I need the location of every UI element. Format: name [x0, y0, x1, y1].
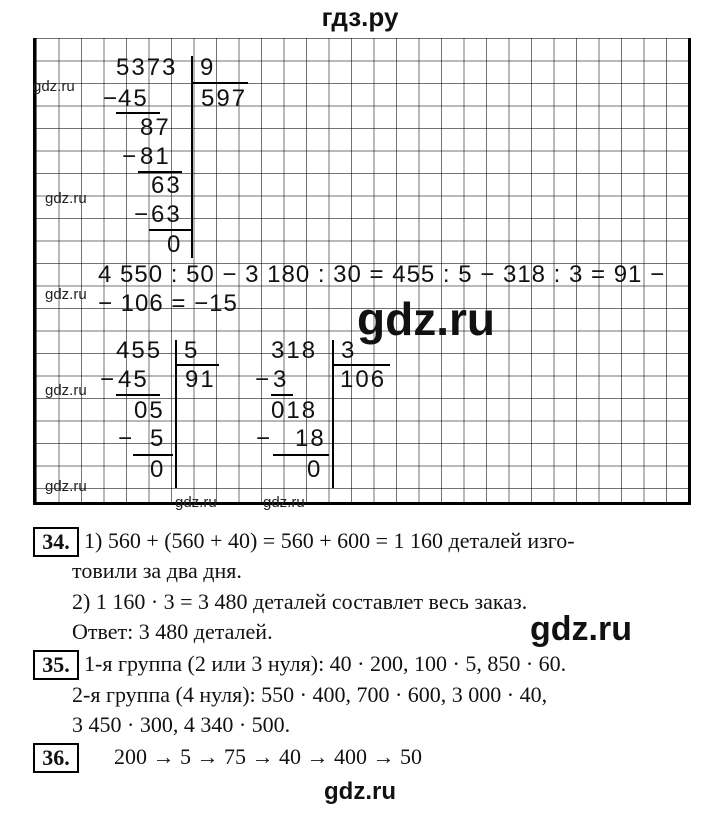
division2-step: 45 — [118, 366, 149, 393]
watermark-small: gdz.ru — [45, 286, 87, 303]
division1-step: 87 — [140, 114, 171, 141]
task-35-line: 1-я группа (2 или 3 нуля): 40 · 200, 100 · 5, 850 · 60. — [84, 651, 567, 676]
task-34-line: 1) 560 + (560 + 40) = 560 + 600 = 1 160 деталей изго- — [84, 528, 575, 553]
watermark-small: gdz.ru — [45, 190, 87, 207]
division3-step: 3 — [273, 366, 289, 393]
division1-step: 81 — [140, 143, 171, 170]
minus-sign: − — [122, 143, 139, 170]
division3-quotient: 106 — [340, 366, 387, 393]
division2-step: 0 — [150, 456, 166, 483]
task-number-box: 34. — [33, 527, 79, 557]
division1-divisor: 9 — [200, 54, 216, 81]
task-36-line: 200 → 5 → 75 → 40 → 400 → 50 — [114, 744, 422, 769]
task-34-line: товили за два дня. — [72, 558, 242, 583]
division3-step: 0 — [307, 456, 323, 483]
division1-step: 0 — [167, 231, 183, 258]
division3-step: 018 — [271, 397, 318, 424]
division2-divisor: 5 — [184, 337, 200, 364]
task-number-box: 36. — [33, 743, 79, 773]
watermark-small: gdz.ru — [45, 382, 87, 399]
division1-dividend: 5373 — [116, 54, 178, 81]
minus-sign: − — [134, 201, 151, 228]
minus-sign: − — [103, 85, 120, 112]
watermark-small: gdz.ru — [33, 78, 75, 95]
expression-line: 4 550 : 50 − 3 180 : 30 = 455 : 5 − 318 : 3 = 91 − — [98, 261, 666, 288]
task-35-line: 3 450 · 300, 4 340 · 500. — [72, 712, 291, 737]
division2-quotient: 91 — [185, 366, 216, 393]
minus-sign: − — [256, 425, 273, 452]
task-34-line: 2) 1 160 · 3 = 3 480 деталей составлет весь заказ. — [72, 589, 528, 614]
minus-sign: − — [118, 425, 135, 452]
minus-sign: − — [100, 366, 117, 393]
division1-step: 63 — [151, 172, 182, 199]
division3-step: 18 — [295, 425, 326, 452]
site-footer: gdz.ru — [324, 778, 396, 805]
expression-line: − 106 = −15 — [98, 290, 238, 317]
division2-vertical-bar — [175, 340, 177, 488]
division1-step: 63 — [151, 201, 182, 228]
division2-dividend: 455 — [116, 337, 163, 364]
division1-quotient: 597 — [201, 85, 248, 112]
task-34-line: Ответ: 3 480 деталей. — [72, 619, 273, 644]
division1-step: 45 — [118, 85, 149, 112]
division1-vertical-bar — [191, 56, 193, 258]
division3-dividend: 318 — [271, 337, 318, 364]
watermark-large: gdz.ru — [530, 610, 632, 648]
division2-step: 05 — [134, 397, 165, 424]
watermark-small: gdz.ru — [45, 478, 87, 495]
task-35-line: 2-я группа (4 нуля): 550 · 400, 700 · 600, 3 000 · 40, — [72, 682, 548, 707]
division2-underline — [116, 394, 160, 396]
watermark-small: gdz.ru — [263, 494, 305, 511]
minus-sign: − — [255, 366, 272, 393]
division3-vertical-bar — [332, 340, 334, 488]
watermark-small: gdz.ru — [175, 494, 217, 511]
division3-underline — [271, 394, 293, 396]
division1-quotient-line — [193, 82, 248, 84]
watermark-large: gdz.ru — [357, 293, 495, 345]
site-header: гдз.ру — [321, 2, 399, 32]
division2-step: 5 — [150, 425, 166, 452]
division3-divisor: 3 — [341, 337, 357, 364]
task-number-box: 35. — [33, 650, 79, 680]
